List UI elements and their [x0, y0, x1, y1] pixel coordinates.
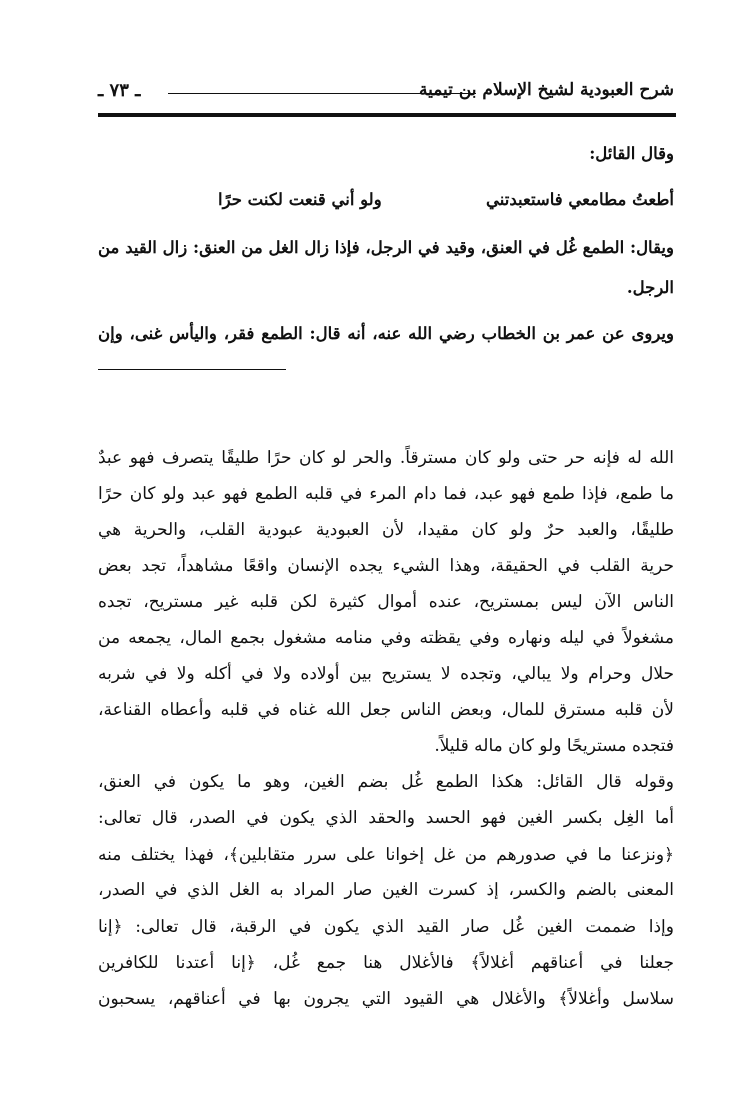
- footnote-line: وإذا ضممت الغين غُل صار القيد الذي يكون في الرقبة، قال تعالى: ﴿إنا: [98, 917, 674, 937]
- verse-first-hemistich: أطعتُ مطامعي فاستعبدتني: [486, 190, 674, 209]
- running-header: [98, 80, 674, 110]
- footnote-line: حرية القلب في الحقيقة، وهذا الشيء يجده الإنسان واقعًا مشاهداً، تجد بعض: [98, 556, 674, 576]
- footnote-line: الناس الآن ليس بمستريح، عنده أموال كثيرة لكن قلبه غير مستريح، تجده: [98, 592, 674, 612]
- footnote-line: لأن قلبه مسترق للمال، وبعض الناس جعل الله غناه في قلبه وأعطاه القناعة،: [98, 700, 674, 720]
- paragraph-line: الرجل.: [626, 278, 674, 297]
- footnote-line: سلاسل وأغلالاً﴾ والأغلال هي القيود التي يجرون بها في أعناقهم، يسحبون: [98, 989, 674, 1009]
- header-title: شرح العبودية لشيخ الإسلام بن تيمية: [418, 80, 674, 100]
- paragraph-line: ويروى عن عمر بن الخطاب رضي الله عنه، أنه قال: الطمع فقر، واليأس غنى، وإن: [98, 324, 674, 343]
- footnote-line: وقوله قال القائل: هكذا الطمع غُل بضم الغين، وهو ما يكون في العنق،: [98, 772, 674, 792]
- footnote-line: ما طمع، فإذا طمع فهو عبد، فما دام المرء في قلبه الطمع فهو عبد ولو كان حرًا: [98, 484, 674, 504]
- footnote-line: حلال وحرام ولا يبالي، وتجده لا يستريح بين أولاده ولا في أكله ولا في شربه: [98, 664, 674, 684]
- footnote-line: الله له فإنه حر حتى ولو كان مسترقاً. والحر لو كان حرًا طليقًا يتصرف فهو عبدٌ: [98, 448, 674, 468]
- footnote-line: فتجده مستريحًا ولو كان ماله قليلاً.: [434, 736, 674, 756]
- footnote-separator: [98, 369, 286, 370]
- header-rule: [98, 113, 676, 117]
- page-number: ـ ٧٣ ـ: [98, 80, 141, 101]
- verse-second-hemistich: ولو أني قنعت لكنت حرًا: [218, 190, 382, 209]
- footnote-line: ﴿ونزعنا ما في صدورهم من غل إخوانا على سرر متقابلين﴾، فهذا يختلف منه: [98, 845, 674, 865]
- header-thin-rule: [168, 93, 476, 94]
- footnote-line: أما الغِل بكسر الغين فهو الحسد والحقد الذي يكون في الصدر، قال تعالى:: [98, 808, 674, 828]
- paragraph-line: ويقال: الطمع غُل في العنق، وقيد في الرجل، فإذا زال الغل من العنق: زال القيد من: [98, 238, 674, 257]
- footnote-line: مشغولاً في ليله ونهاره وفي يقظته وفي منامه مشغول بجمع المال، يجمعه من: [98, 628, 674, 648]
- footnote-line: المعنى بالضم والكسر، إذ كسرت الغين صار المراد به الغل الذي في الصدر،: [98, 880, 674, 900]
- verse: [218, 190, 674, 209]
- footnote-line: جعلنا في أعناقهم أغلالاً﴾ فالأغلال هنا جمع غُل، ﴿إنا أعتدنا للكافرين: [98, 953, 674, 973]
- intro-line: وقال القائل:: [589, 144, 674, 163]
- footnote-line: طليقًا، والعبد حرٌ ولو كان مقيدا، لأن العبودية عبودية القلب، والحرية هي: [98, 520, 674, 540]
